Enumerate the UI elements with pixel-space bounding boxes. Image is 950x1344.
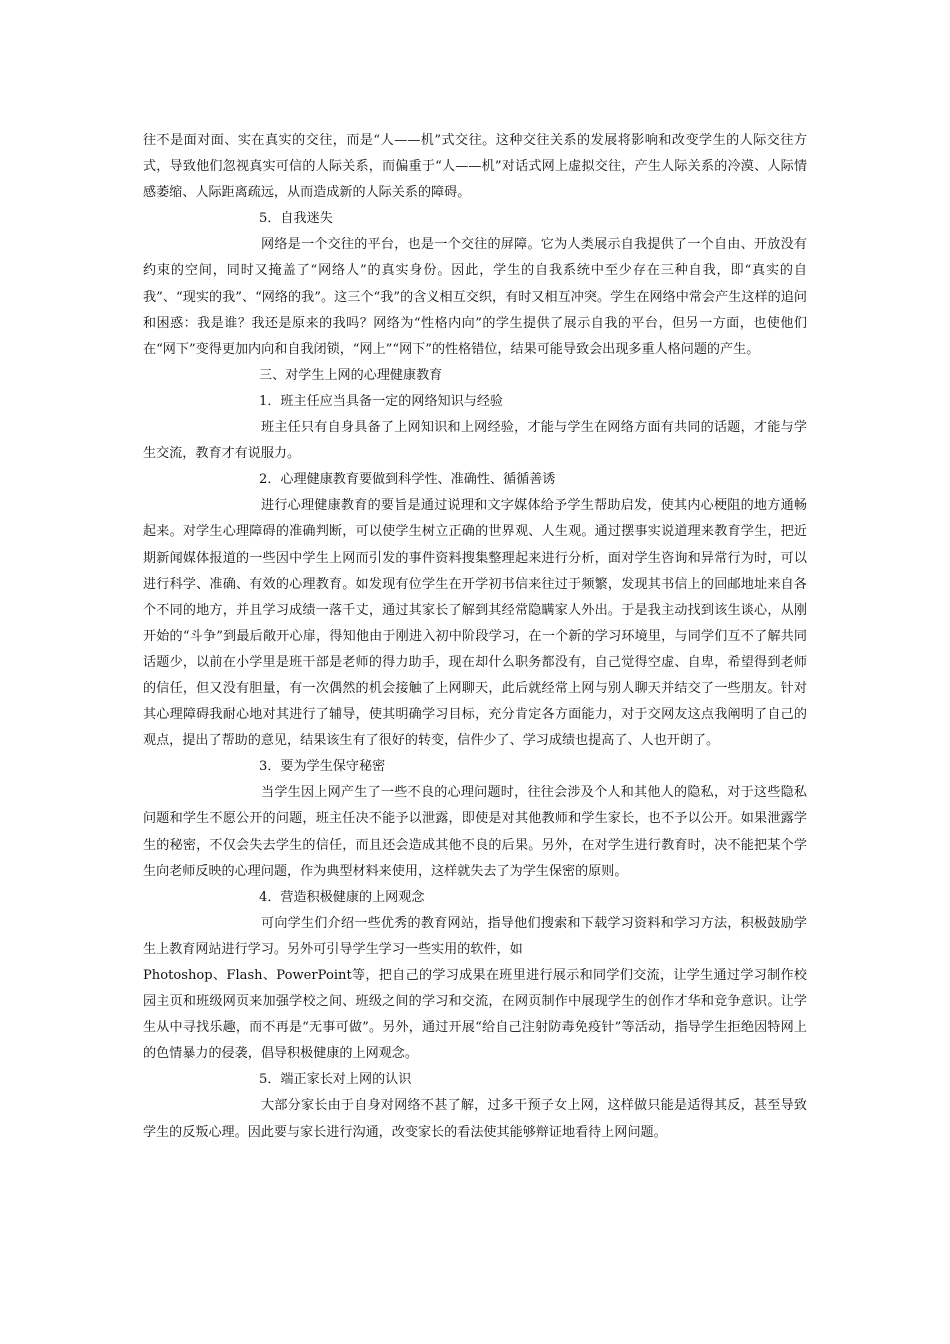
body-paragraph: 大部分家长由于自身对网络不甚了解，过多干预子女上网，这样做只能是适得其反，甚至导致学生的反叛心理。因此要与家长进行沟通，改变家长的看法使其能够辩证地看待上网问题。 — [143, 1098, 807, 1140]
body-paragraph: 网络是一个交往的平台，也是一个交往的屏障。它为人类展示自我提供了一个自由、开放没有约束的空间，同时又掩盖了“网络人”的真实身份。因此，学生的自我系统中至少存在三种自我，即“真实的自我”、“现实的我”、“网络的我”。这三个“我”的含义相互交织，有时又相互冲突。学生在网络中常会产生这样的追问和困惑：我是谁？我还是原来的我吗？网络为“性格内向”的学生提供了展示自我的平台，但另一方面，也使他们在“网下”变得更加内向和自我闭锁，“网上”“网下”的性格错位，结果可能导致会出现多重人格问题的产生。 — [143, 237, 807, 357]
body-paragraph: 班主任只有自身具备了上网知识和上网经验，才能与学生在网络方面有共同的话题，才能与学生交流，教育才有说服力。 — [143, 420, 807, 462]
document-page — [143, 128, 807, 1146]
section-heading: 1．班主任应当具备一定的网络知识与经验 — [259, 393, 504, 409]
section-heading: 4．营造积极健康的上网观念 — [259, 889, 425, 905]
section-heading: 2．心理健康教育要做到科学性、准确性、循循善诱 — [259, 472, 556, 488]
body-paragraph: 可向学生们介绍一些优秀的教育网站，指导他们搜索和下载学习资料和学习方法，积极鼓励学生上教育网站进行学习。另外可引导学生学习一些实用的软件，如 — [143, 915, 807, 957]
body-paragraph: 进行心理健康教育的要旨是通过说理和文字媒体给予学生帮助启发，使其内心梗阻的地方通畅起来。对学生心理障碍的准确判断，可以使学生树立正确的世界观、人生观。通过摆事实说道理来教育学生，把近期新闻媒体报道的一些因中学生上网而引发的事件资料搜集整理起来进行分析，面对学生咨询和异常行为时，可以进行科学、准确、有效的心理教育。如发现有位学生在开学初书信来往过于频繁，发现其书信上的回邮地址来自各个不同的地方，并且学习成绩一落千丈，通过其家长了解到其经常隐瞒家人外出。于是我主动找到该生谈心，从刚开始的“斗争”到最后敞开心扉，得知他由于刚进入初中阶段学习，在一个新的学习环境里，与同学们互不了解共同话题少，以前在小学里是班干部是老师的得力助手，现在却什么职务都没有，自己觉得空虚、自卑，希望得到老师的信任，但又没有胆量，有一次偶然的机会接触了上网聊天，此后就经常上网与别人聊天并结交了一些朋友。针对其心理障碍我耐心地对其进行了辅导，使其明确学习目标，充分肯定各方面能力，对于交网友这点我阐明了自己的观点，提出了帮助的意见，结果该生有了很好的转变，信件少了、学习成绩也提高了、人也开朗了。 — [143, 498, 807, 749]
section-heading: 5．端正家长对上网的认识 — [259, 1072, 412, 1088]
section-heading: 3．要为学生保守秘密 — [259, 759, 386, 775]
section-heading: 三、对学生上网的心理健康教育 — [259, 367, 443, 383]
body-paragraph: 当学生因上网产生了一些不良的心理问题时，往往会涉及个人和其他人的隐私，对于这些隐私问题和学生不愿公开的问题，班主任决不能予以泄露，即使是对其他教师和学生家长，也不予以公开。如果泄露学生的秘密，不仅会失去学生的信任，而且还会造成其他不良的后果。另外，在对学生进行教育时，决不能把某个学生向老师反映的心理问题，作为典型材料来使用，这样就失去了为学生保密的原则。 — [143, 785, 807, 879]
body-paragraph: Photoshop、Flash、PowerPoint等，把自己的学习成果在班里进行展示和同学们交流，让学生通过学习制作校园主页和班级网页来加强学校之间、班级之间的学习和交流，在网页制作中展现学生的创作才华和竞争意识。让学生从中寻找乐趣，而不再是“无事可做”。另外，通过开展“给自己注射防毒免疫针”等活动，指导学生拒绝因特网上的色情暴力的侵袭，倡导积极健康的上网观念。 — [143, 968, 807, 1062]
section-heading: 5．自我迷失 — [259, 211, 333, 227]
body-paragraph: 往不是面对面、实在真实的交往，而是“人——机”式交往。这种交往关系的发展将影响和改变学生的人际交往方式，导致他们忽视真实可信的人际关系，而偏重于“人——机”对话式网上虚拟交往，产生人际关系的冷漠、人际情感萎缩、人际距离疏远，从而造成新的人际关系的障碍。 — [143, 133, 807, 201]
